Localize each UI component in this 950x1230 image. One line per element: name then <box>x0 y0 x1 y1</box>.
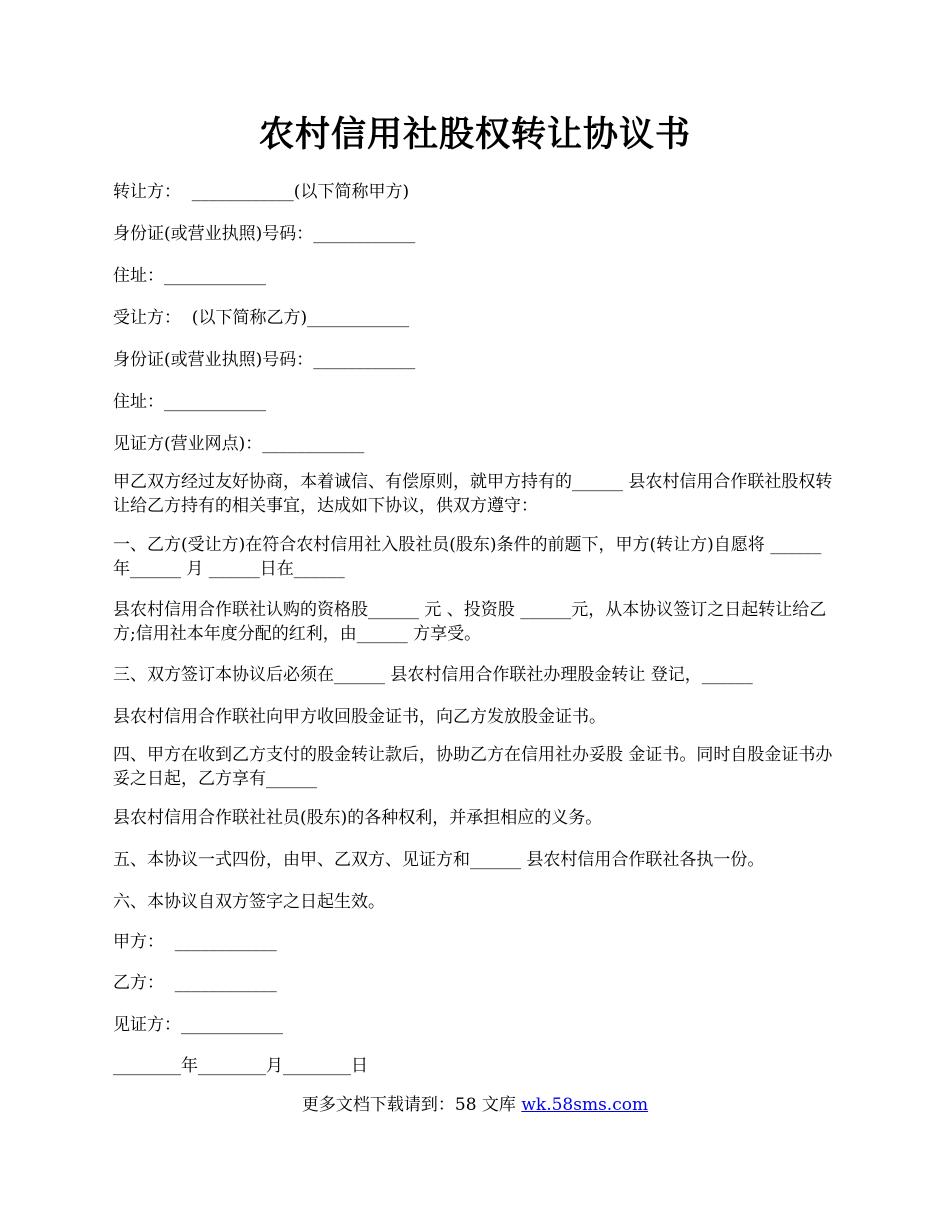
clause-four: 四、甲方在收到乙方支付的股金转让款后，协助乙方在信用社办妥股 金证书。同时自股金证书办妥之日起，乙方享有______ <box>113 745 833 789</box>
footer <box>0 1093 950 1117</box>
footer-link[interactable]: wk.58sms.com <box>521 1095 649 1115</box>
footer-text: 更多文档下载请到：58 文库 <box>301 1095 522 1115</box>
transferee-id-line: 身份证(或营业执照)号码：____________ <box>113 350 416 370</box>
party-b-signature: 乙方： ____________ <box>113 973 277 993</box>
witness-signature: 见证方：____________ <box>113 1015 283 1035</box>
party-a-signature: 甲方： ____________ <box>113 932 277 952</box>
document-title: 农村信用社股权转让协议书 <box>258 114 691 155</box>
clause-four-continued: 县农村信用合作联社社员(股东)的各种权利，并承担相应的义务。 <box>113 808 603 828</box>
transferee-line: 受让方： (以下简称乙方)____________ <box>113 308 410 328</box>
clause-one: 一、乙方(受让方)在符合农村信用社入股社员(股东)条件的前题下，甲方(转让方)自愿将 ______年______ 月 ______日在______ <box>113 535 822 579</box>
clause-three-continued: 县农村信用合作联社向甲方收回股金证书，向乙方发放股金证书。 <box>113 707 606 727</box>
intro-paragraph: 甲乙双方经过友好协商，本着诚信、有偿原则，就甲方持有的______ 县农村信用合作联社股权转让给乙方持有的相关事宜，达成如下协议，供双方遵守： <box>113 472 833 516</box>
clause-three: 三、双方签订本协议后必须在______ 县农村信用合作联社办理股金转让 登记，______ <box>113 665 753 685</box>
transferee-address-line: 住址：____________ <box>113 392 266 412</box>
transferor-id-line: 身份证(或营业执照)号码：____________ <box>113 224 416 244</box>
clause-five: 五、本协议一式四份，由甲、乙双方、见证方和______ 县农村信用合作联社各执一份。 <box>113 850 765 870</box>
date-line: ________年________月________日 <box>113 1056 368 1076</box>
clause-six: 六、本协议自双方签字之日起生效。 <box>113 892 385 912</box>
clause-one-continued: 县农村信用合作联社认购的资格股______ 元 、投资股 ______元，从本协议签订之日起转让给乙方;信用社本年度分配的红利，由______ 方享受。 <box>113 600 827 644</box>
witness-line: 见证方(营业网点)：____________ <box>113 434 365 454</box>
transferor-address-line: 住址：____________ <box>113 266 266 286</box>
transferor-line: 转让方： ____________(以下简称甲方) <box>113 182 410 202</box>
